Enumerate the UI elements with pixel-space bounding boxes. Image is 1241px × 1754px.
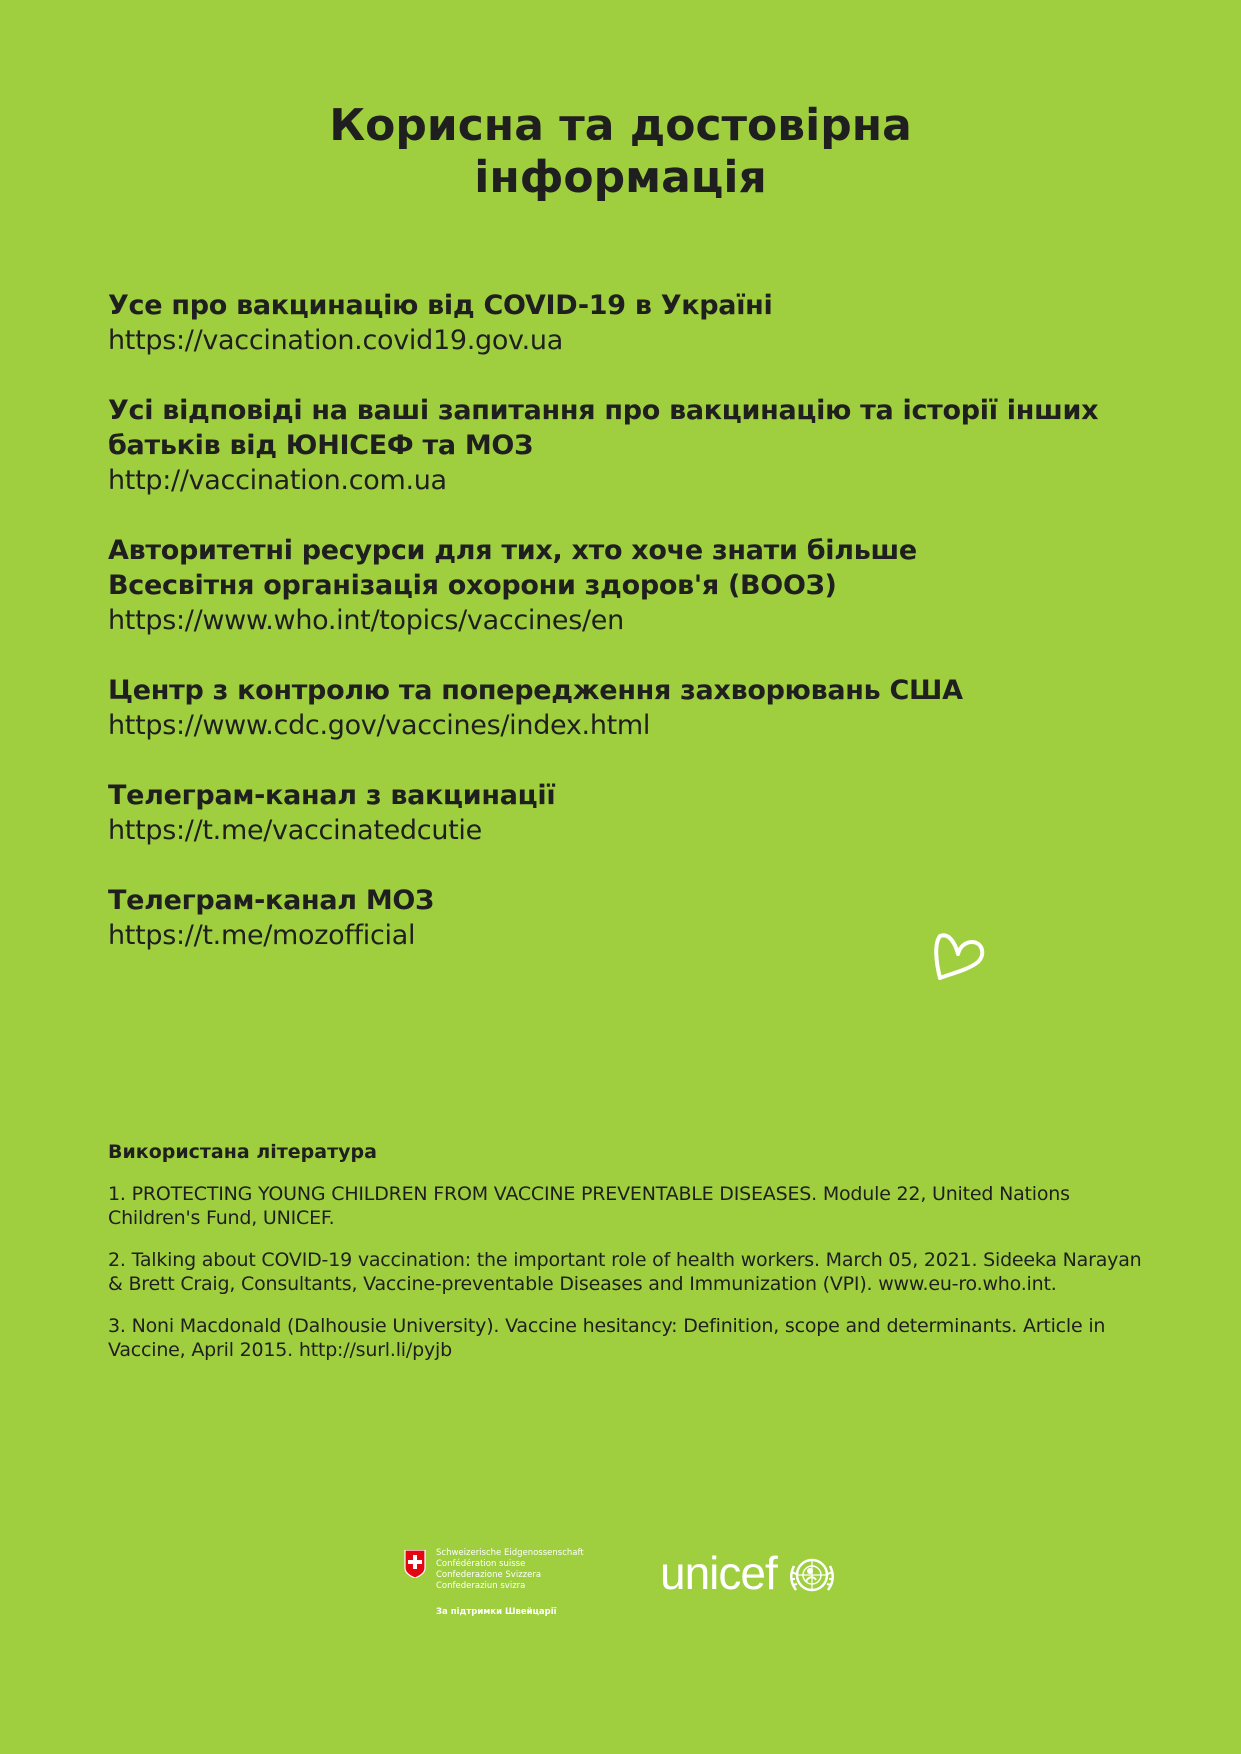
resource-link[interactable]: https://t.me/mozofficial [108,920,416,951]
swiss-name-de: Schweizerische Eidgenossenschaft [436,1548,584,1558]
footer-logos [0,1548,1241,1628]
resource-who [108,533,1148,638]
resource-link[interactable]: http://vaccination.com.ua [108,465,447,496]
resources-list [108,288,1148,988]
resource-heading: Авторитетні ресурси для тих, хто хоче знати більше [108,535,917,566]
swiss-support-caption: За підтримки Швейцарії [436,1607,557,1617]
resource-heading: Центр з контролю та попередження захворювань США [108,675,963,706]
swiss-confederation-logo [403,1548,603,1618]
unicef-logo [660,1548,840,1598]
page-title [0,100,1241,204]
page-title-line-2: інформація [474,152,767,203]
resource-covid-ukraine [108,288,1148,358]
swiss-flag-icon [403,1550,427,1578]
literature-item: 2. Talking about COVID-19 vaccination: the important role of health workers. March 05, 2021. Sideeka Narayan & Brett Craig, Consultants, Vaccine-preventable Diseases and Immunization (VPI). www.eu-ro.who.int. [108,1249,1142,1295]
resource-link[interactable]: https://www.cdc.gov/vaccines/index.html [108,710,651,741]
literature-heading: Використана література [108,1141,377,1163]
literature-item: 3. Noni Macdonald (Dalhousie University). Vaccine hesitancy: Definition, scope and determinants. Article in Vaccine, April 2015. http://surl.li/pyjb [108,1315,1106,1361]
swiss-confederation-names [436,1548,584,1592]
resource-subheading: Всесвітня організація охорони здоров'я (ВООЗ) [108,570,837,601]
resource-cdc [108,673,1148,743]
swiss-name-rm: Confederaziun svizra [436,1581,526,1591]
resource-link[interactable]: https://vaccination.covid19.gov.ua [108,325,563,356]
resource-telegram-moz [108,883,1148,953]
resource-telegram-vaccination [108,778,1148,848]
resource-link[interactable]: https://t.me/vaccinatedcutie [108,815,482,846]
resource-unicef-moz [108,393,1148,498]
resource-heading: Телеграм-канал МОЗ [108,885,434,916]
swiss-name-fr: Confédération suisse [436,1559,526,1569]
resource-heading: Усе про вакцинацію від COVID-19 в Україні [108,290,773,321]
unicef-emblem-icon [788,1552,836,1598]
resource-link[interactable]: https://www.who.int/topics/vaccines/en [108,605,624,636]
unicef-wordmark: unicef [660,1547,777,1599]
swiss-name-it: Confederazione Svizzera [436,1570,542,1580]
literature-item: 1. PROTECTING YOUNG CHILDREN FROM VACCINE PREVENTABLE DISEASES. Module 22, United Nations Children's Fund, UNICEF. [108,1183,1070,1229]
heart-outline-icon [928,928,986,986]
resource-heading: Телеграм-канал з вакцинації [108,780,556,811]
resource-heading: Усі відповіді на ваші запитання про вакцинацію та історії інших батьків від ЮНІСЕФ та МОЗ [108,395,1099,461]
page-title-line-1: Корисна та достовірна [329,100,912,151]
literature-section [108,1140,1148,1380]
